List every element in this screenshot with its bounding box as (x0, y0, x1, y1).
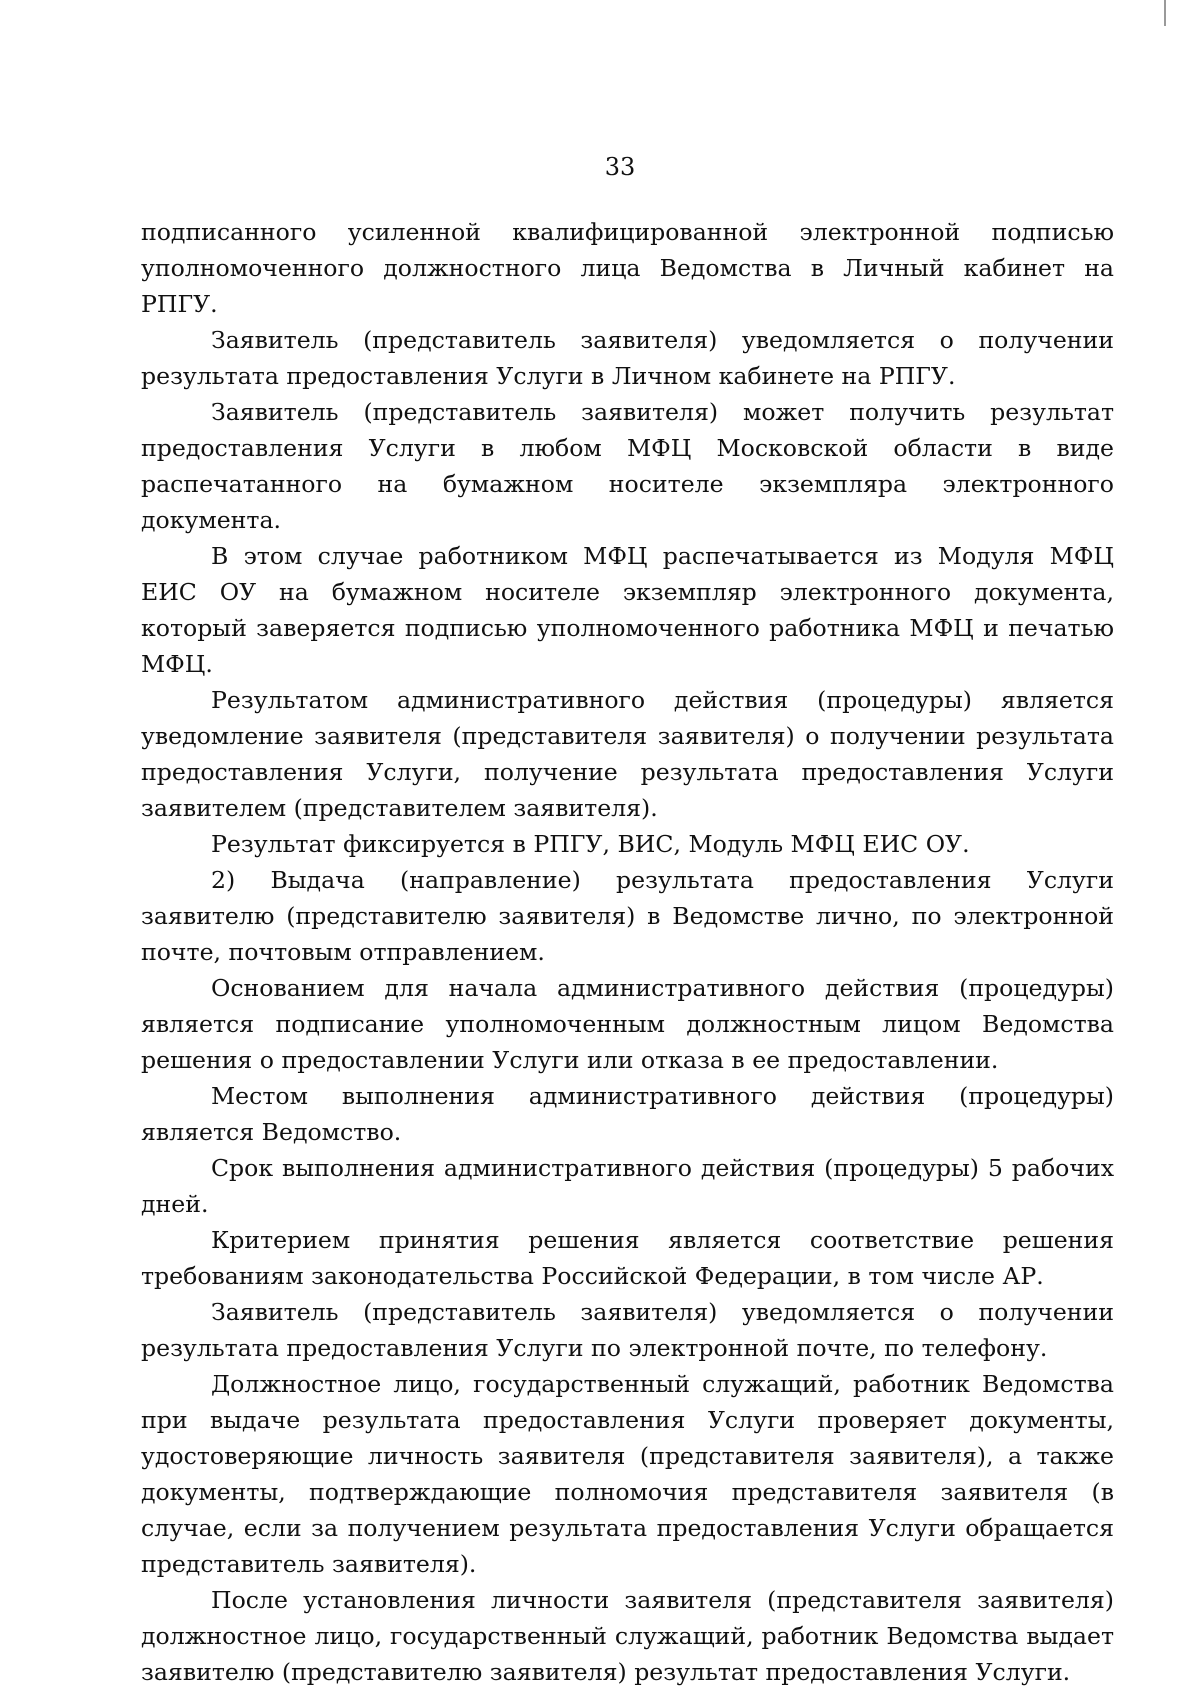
paragraph: После установления личности заявителя (представителя заявителя) должностное лицо, государственный служащий, работник Ведомства выдает заявителю (представителю заявителя) результат предоставления Услуги. (141, 1586, 1114, 1686)
paragraph: Заявитель (представитель заявителя) уведомляется о получении результата предоставления Услуги в Личном кабинете на РПГУ. (141, 326, 1114, 390)
document-body (141, 214, 1114, 1690)
paragraph: Результатом административного действия (процедуры) является уведомление заявителя (представителя заявителя) о получении результата предоставления Услуги, получение результата предоставления Услуги заявителем (представителем заявителя). (141, 686, 1114, 822)
paragraph: Критерием принятия решения является соответствие решения требованиям законодательства Российской Федерации, в том числе АР. (141, 1226, 1114, 1290)
paragraph-list-item: 2) Выдача (направление) результата предоставления Услуги заявителю (представителю заявителя) в Ведомстве лично, по электронной почте, почтовым отправлением. (141, 866, 1114, 966)
paragraph: Должностное лицо, государственный служащий, работник Ведомства при выдаче результата предоставления Услуги проверяет документы, удостоверяющие личность заявителя (представителя заявителя), а также документы, подтверждающие полномочия представителя заявителя (в случае, если за получением результата предоставления Услуги обращается представитель заявителя). (141, 1370, 1114, 1578)
paragraph: Заявитель (представитель заявителя) может получить результат предоставления Услуги в любом МФЦ Московской области в виде распечатанного на бумажном носителе экземпляра электронного документа. (141, 398, 1114, 534)
paragraph: Срок выполнения административного действия (процедуры) 5 рабочих дней. (141, 1154, 1114, 1218)
paragraph: Заявитель (представитель заявителя) уведомляется о получении результата предоставления Услуги по электронной почте, по телефону. (141, 1298, 1114, 1362)
scan-edge-mark (1164, 0, 1166, 26)
paragraph: Основанием для начала административного действия (процедуры) является подписание уполномоченным должностным лицом Ведомства решения о предоставлении Услуги или отказа в ее предоставлении. (141, 974, 1114, 1074)
paragraph-continuation: подписанного усиленной квалифицированной электронной подписью уполномоченного должностного лица Ведомства в Личный кабинет на РПГУ. (141, 218, 1114, 318)
paragraph: Результат фиксируется в РПГУ, ВИС, Модуль МФЦ ЕИС ОУ. (211, 830, 970, 858)
paragraph: В этом случае работником МФЦ распечатывается из Модуля МФЦ ЕИС ОУ на бумажном носителе экземпляр электронного документа, который заверяется подписью уполномоченного работника МФЦ и печатью МФЦ. (141, 542, 1114, 678)
page-number: 33 (604, 153, 636, 181)
paragraph: Местом выполнения административного действия (процедуры) является Ведомство. (141, 1082, 1114, 1146)
